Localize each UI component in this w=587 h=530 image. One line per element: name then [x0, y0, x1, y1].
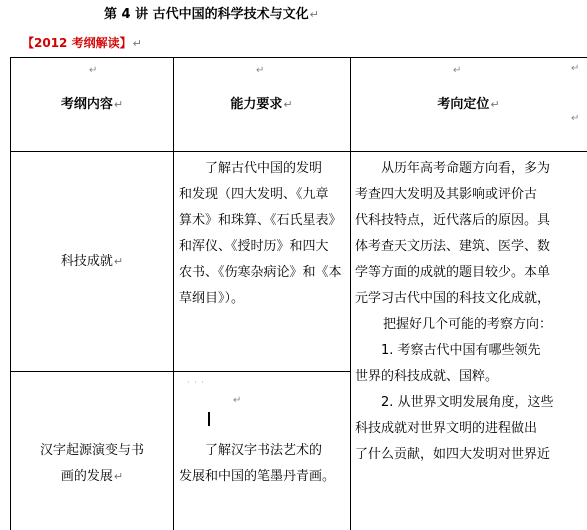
cell-mark: ↵ — [256, 65, 265, 76]
orientation-line: 考查四大发明及其影响或评价古 — [355, 187, 538, 202]
row-divider — [11, 371, 350, 372]
paragraph-mark: ↵ — [309, 8, 319, 21]
ability-line: 草纲目》）。 — [179, 291, 245, 306]
orientation-line: 2. 从世界文明发展角度，这些 — [381, 395, 554, 410]
paragraph-mark: ↵ — [113, 255, 124, 268]
row2-ability — [179, 438, 351, 490]
orientation-line: 科技成就对世界文明的进程做出 — [355, 421, 538, 436]
cell-mark: ↵ — [571, 113, 580, 124]
ability-line: 了解古代中国的发明 — [205, 161, 323, 176]
column-divider — [173, 58, 174, 530]
header-orientation-text: 考向定位 — [437, 97, 490, 112]
paragraph-mark: ↵ — [132, 37, 142, 50]
text-cursor[interactable] — [208, 412, 210, 426]
cell-mark: ↵ — [89, 65, 98, 76]
header-content-text: 考纲内容 — [60, 97, 113, 112]
orientation-line: 元学习古代中国的科技文化成就， — [355, 291, 551, 306]
lecture-title-text: 第 4 讲 古代中国的科学技术与文化 — [104, 7, 309, 22]
orientation-line: 1. 考察古代中国有哪些领先 — [381, 343, 541, 358]
row2-content — [11, 438, 173, 490]
orientation-line: 代科技特点，近代落后的原因。具 — [355, 213, 551, 228]
orientation-line: 学等方面的成就的题目较少。本单 — [355, 265, 551, 280]
syllabus-table — [10, 57, 587, 530]
cell-mark: ↵ — [233, 395, 242, 406]
cell-mark: ↵ — [453, 65, 462, 76]
orientation-line: 从历年高考命题方向看，多为 — [381, 161, 551, 176]
header-ability — [173, 92, 350, 118]
header-orientation — [350, 92, 587, 118]
paragraph-mark: ↵ — [113, 470, 124, 483]
ability-line: 发展和中国的笔墨丹青画。 — [179, 469, 336, 484]
dotted-marker: · · · — [187, 378, 205, 387]
header-ability-text: 能力要求 — [230, 97, 283, 112]
orientation-line: 把握好几个可能的考察方向： — [383, 317, 553, 332]
ability-line: 农书、《伤寒杂病论》和《本 — [179, 265, 342, 280]
ability-line: 算术》和珠算、《石氏星表》 — [179, 213, 342, 228]
paragraph-mark: ↵ — [113, 98, 124, 111]
orientation-line: 体考查天文历法、建筑、医学、数 — [355, 239, 551, 254]
lecture-title — [104, 3, 319, 22]
paragraph-mark: ↵ — [490, 98, 500, 111]
orientation-text — [355, 156, 587, 468]
row1-content-text: 科技成就 — [60, 254, 113, 269]
row1-ability — [179, 156, 351, 312]
row1-content — [11, 249, 173, 275]
cell-mark: ↵ — [571, 63, 580, 74]
paragraph-mark: ↵ — [283, 98, 293, 111]
orientation-line: 世界的科技成就、国粹。 — [355, 369, 499, 384]
header-content — [11, 92, 173, 118]
ability-line: 了解汉字书法艺术的 — [205, 443, 323, 458]
ability-line: 和浑仪、《授时历》和四大 — [179, 239, 329, 254]
outline-heading — [22, 34, 142, 51]
row2-content-line: 汉字起源演变与书 — [39, 443, 144, 458]
row-divider — [11, 151, 587, 152]
ability-line: 和发现（四大发明、《九章 — [179, 187, 329, 202]
row2-content-line: 画的发展↵ — [60, 469, 124, 484]
outline-heading-text: 【2012 考纲解读】 — [22, 36, 132, 50]
orientation-line: 了什么贡献，如四大发明对世界近 — [355, 447, 551, 462]
